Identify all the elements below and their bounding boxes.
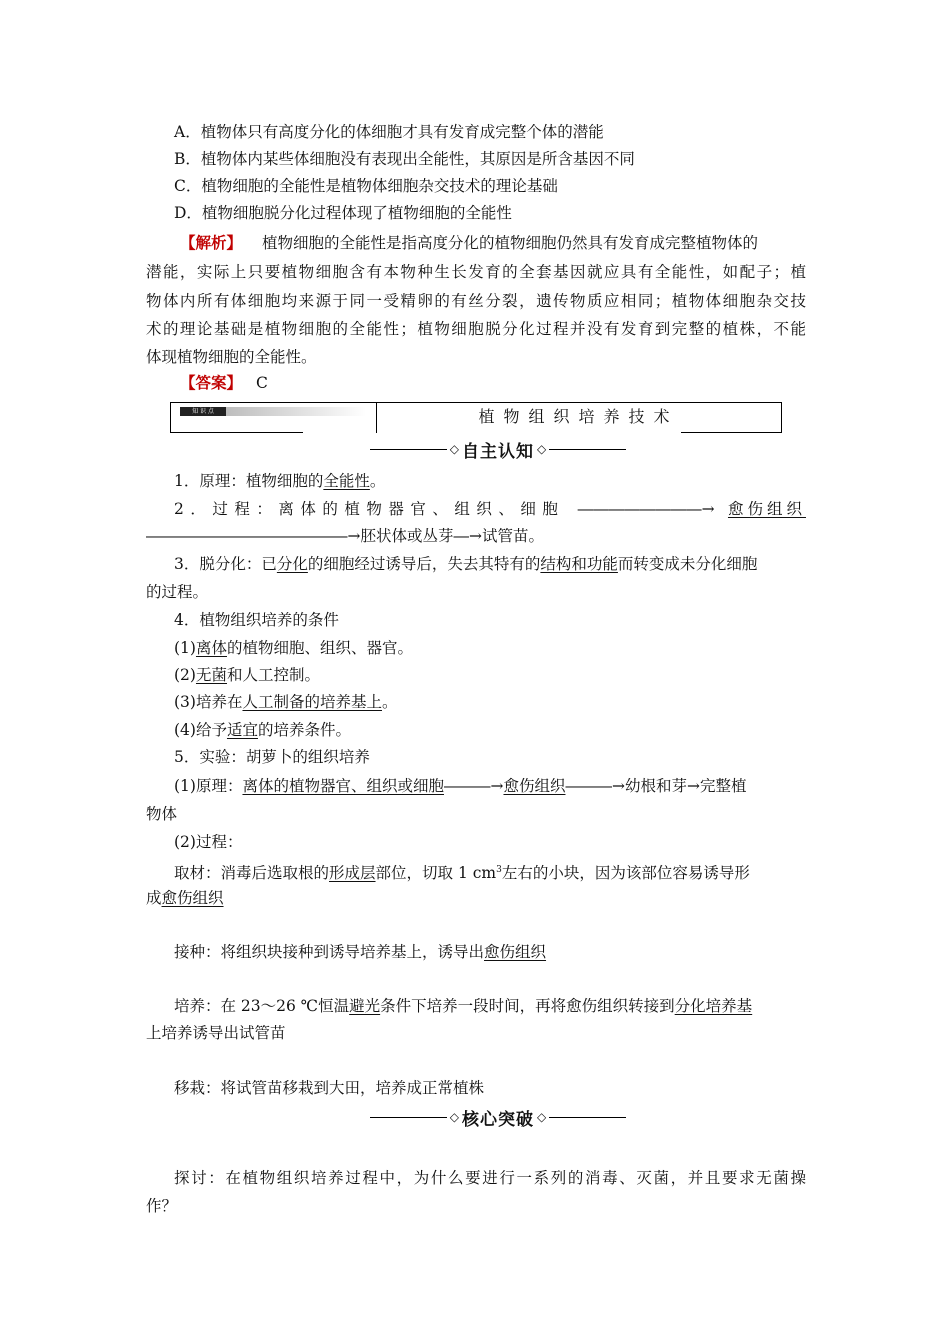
- knowledge-tag-cell: [171, 403, 377, 433]
- answer-value: C: [256, 374, 268, 392]
- item-4-1: (1)离体的植物细胞、组织、器官。: [174, 639, 413, 657]
- section-heading-core-breakthrough: ◇ 核心突破 ◇: [370, 1106, 626, 1128]
- knowledge-tag: 知 识 点: [180, 407, 226, 416]
- item-5-title: 5．实验：胡萝卜的组织培养: [174, 748, 370, 766]
- item-3-line-2: 的过程。: [146, 583, 209, 601]
- item-4-2: (2)无菌和人工控制。: [174, 666, 320, 684]
- section-heading-self-study: ◇ 自主认知 ◇: [370, 438, 626, 460]
- analysis-line-1: 【解析】 植物细胞的全能性是指高度分化的植物细胞仍然具有发育成完整植物体的: [180, 233, 759, 252]
- knowledge-title: 植物组织培养技术: [478, 407, 679, 426]
- item-5-1-line-2: 物体: [146, 805, 178, 823]
- item-3-dedifferentiation: 3．脱分化：已分化的细胞经过诱导后，失去其特有的结构和功能而转变成未分化细胞: [174, 555, 758, 573]
- box-bottom-right-rule: [681, 432, 781, 433]
- option-c: C．植物细胞的全能性是植物体细胞杂交技术的理论基础: [174, 177, 558, 195]
- analysis-line-5: 体现植物细胞的全能性。: [146, 348, 317, 366]
- analysis-label: 【解析】: [180, 233, 243, 252]
- answer-label: 【答案】: [180, 373, 243, 392]
- box-bottom-left-rule: [171, 432, 303, 433]
- item-4-3: (3)培养在人工制备的培养基上。: [174, 693, 398, 711]
- tag-gradient-bar: [226, 407, 366, 416]
- diamond-icon: ◇: [449, 1110, 459, 1124]
- step-take-material: 取材：消毒后选取根的形成层部位，切取 1 $cm^3$左右的小块，因为该部位容易诱导形: [174, 864, 750, 883]
- discussion-question-line-2: 作？: [146, 1197, 178, 1215]
- arrow: ―――――――――――――→: [146, 527, 361, 545]
- diamond-icon: ◇: [537, 442, 547, 456]
- arrow: ―→: [453, 527, 483, 545]
- option-d: D．植物细胞脱分化过程体现了植物细胞的全能性: [174, 204, 512, 222]
- item-1-principle: 1．原理：植物细胞的全能性。: [174, 472, 386, 490]
- diamond-icon: ◇: [449, 442, 459, 456]
- discussion-question: 探讨：在植物组织培养过程中，为什么要进行一系列的消毒、灭菌，并且要求无菌操: [174, 1169, 806, 1187]
- item-5-2-process: (2)过程：: [174, 833, 243, 851]
- heading-rule-right: [549, 1117, 626, 1118]
- heading-rule-left: [370, 1117, 447, 1118]
- heading-rule-right: [549, 449, 626, 450]
- item-5-1-principle: (1)原理：离体的植物器官、组织或细胞―――→愈伤组织―――→幼根和芽→完整植: [174, 777, 747, 795]
- item-4-4: (4)给予适宜的培养条件。: [174, 721, 351, 739]
- answer-line: [180, 372, 268, 394]
- analysis-line-4: 术的理论基础是植物细胞的全能性；植物细胞脱分化过程并没有发育到完整的植株，不能: [146, 320, 806, 338]
- step-culture-line-2: 上培养诱导出试管苗: [146, 1024, 286, 1042]
- heading-rule-left: [370, 449, 447, 450]
- knowledge-point-header: [170, 402, 782, 433]
- analysis-line-2: 潜能，实际上只要植物细胞含有本物种生长发育的全套基因就应具有全能性，如配子；植: [146, 263, 806, 281]
- item-4-title: 4．植物组织培养的条件: [174, 611, 339, 629]
- step-culture: 培养：在 23～26 ℃恒温避光条件下培养一段时间，再将愈伤组织转接到分化培养基: [174, 997, 753, 1015]
- step-inoculate: 接种：将组织块接种到诱导培养基上，诱导出愈伤组织: [174, 943, 547, 961]
- analysis-line-3: 物体内所有体细胞均来源于同一受精卵的有丝分裂，遗传物质应相同；植物体细胞杂交技: [146, 292, 806, 310]
- step-take-material-line-2: 成愈伤组织: [146, 889, 224, 907]
- step-transplant: 移栽：将试管苗移栽到大田，培养成正常植株: [174, 1079, 485, 1097]
- arrow: ――――――――→: [577, 500, 715, 518]
- diamond-icon: ◇: [537, 1110, 547, 1124]
- option-a: A．植物体只有高度分化的体细胞才具有发育成完整个体的潜能: [174, 123, 604, 141]
- option-b: B．植物体内某些体细胞没有表现出全能性，其原因是所含基因不同: [174, 150, 635, 168]
- item-2-process-line-2: ―――――――――――――→胚状体或丛芽―→试管苗。: [146, 527, 545, 545]
- item-2-process-line-1: 2．过程：离体的植物器官、组织、细胞 ――――――――→ 愈伤组织: [174, 500, 806, 518]
